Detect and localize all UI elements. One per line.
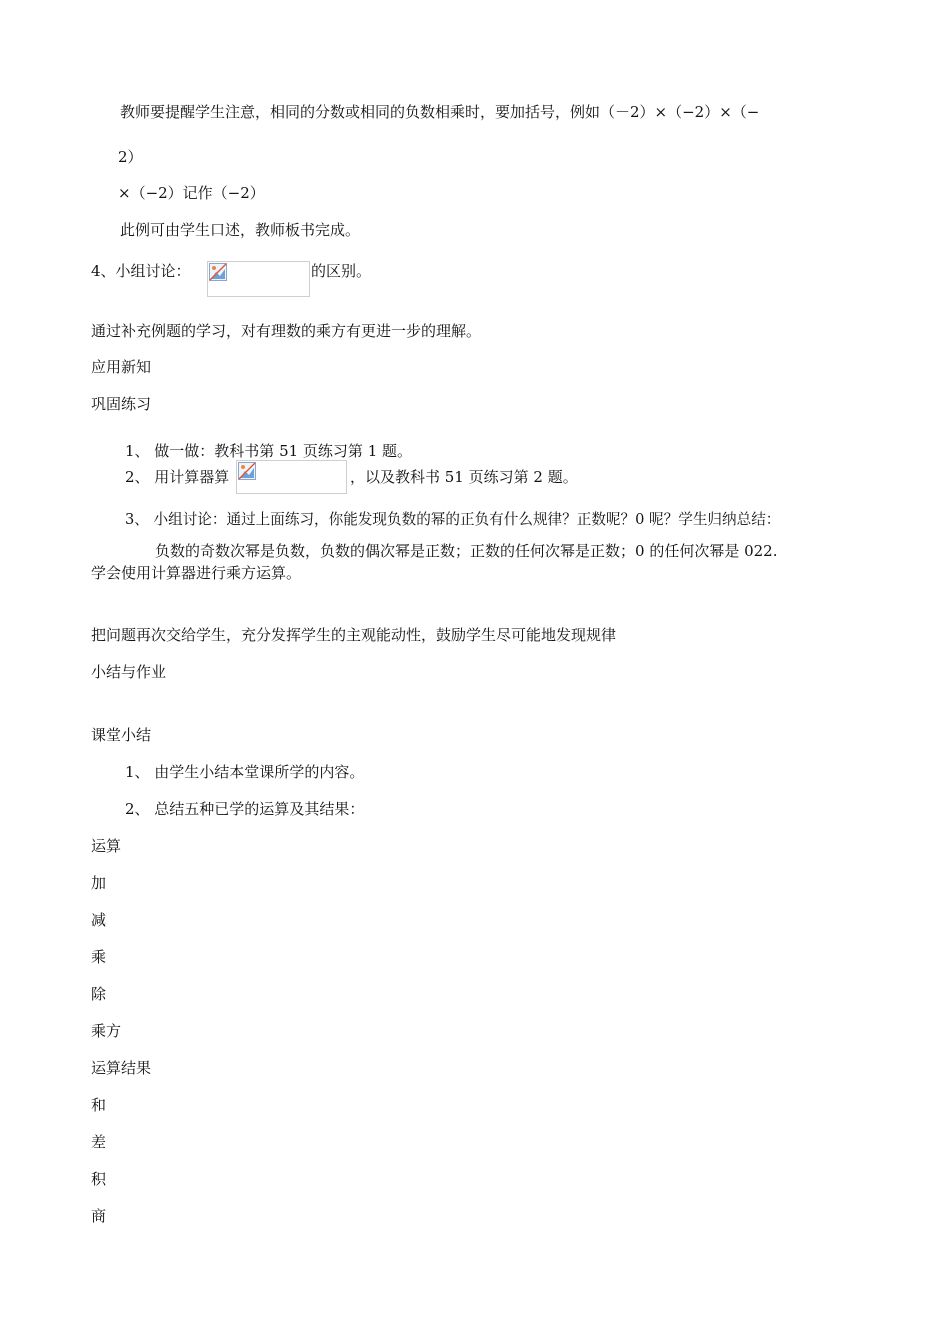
result-item: 和: [91, 1096, 107, 1114]
paragraph-line: 学会使用计算器进行乘方运算。: [91, 564, 302, 582]
paragraph-line: ×（−2）记作（−2）: [118, 184, 265, 202]
section-heading: 巩固练习: [91, 395, 152, 413]
formula-image-placeholder: [207, 261, 310, 297]
operation-item: 加: [91, 874, 107, 892]
section-heading: 小结与作业: [91, 663, 167, 681]
list-item-text: ，以及教科书 51 页练习第 2 题。: [350, 468, 578, 486]
paragraph-line: 负数的奇数次幂是负数，负数的偶次幂是正数；正数的任何次幂是正数；0 的任何次幂是 022.: [155, 542, 778, 560]
result-item: 差: [91, 1133, 107, 1151]
operation-item: 除: [91, 985, 107, 1003]
paragraph-line: 此例可由学生口述，教师板书完成。: [120, 221, 361, 239]
list-item: 3、 小组讨论：通过上面练习，你能发现负数的幂的正负有什么规律？正数呢？0 呢？学生归纳总结：: [125, 511, 781, 528]
operation-item: 乘: [91, 948, 107, 966]
paragraph-line: 把问题再次交给学生，充分发挥学生的主观能动性，鼓励学生尽可能地发现规律: [91, 626, 617, 644]
result-item: 积: [91, 1170, 107, 1188]
list-item: 2、 用计算器算: [125, 468, 230, 486]
operation-item: 减: [91, 911, 107, 929]
discussion-item-text: 的区别。: [311, 262, 372, 280]
discussion-item-label: 4、小组讨论：: [91, 262, 191, 280]
list-item: 1、 做一做：教科书第 51 页练习第 1 题。: [125, 442, 413, 460]
results-header: 运算结果: [91, 1059, 152, 1077]
section-heading: 应用新知: [91, 358, 152, 376]
formula-image-placeholder: [236, 460, 347, 494]
list-item: 1、 由学生小结本堂课所学的内容。: [125, 763, 365, 781]
result-item: 商: [91, 1207, 107, 1225]
paragraph-line: 教师要提醒学生注意，相同的分数或相同的负数相乘时，要加括号，例如（－2）×（−2）×（−: [120, 103, 760, 121]
operation-item: 乘方: [91, 1022, 122, 1040]
broken-image-icon: [209, 263, 227, 281]
broken-image-icon: [238, 462, 256, 480]
paragraph-line: 通过补充例题的学习，对有理数的乘方有更进一步的理解。: [91, 322, 482, 340]
section-heading: 课堂小结: [91, 726, 152, 744]
paragraph-line: 2）: [118, 148, 143, 166]
operations-header: 运算: [91, 837, 122, 855]
list-item: 2、 总结五种已学的运算及其结果：: [125, 800, 365, 818]
